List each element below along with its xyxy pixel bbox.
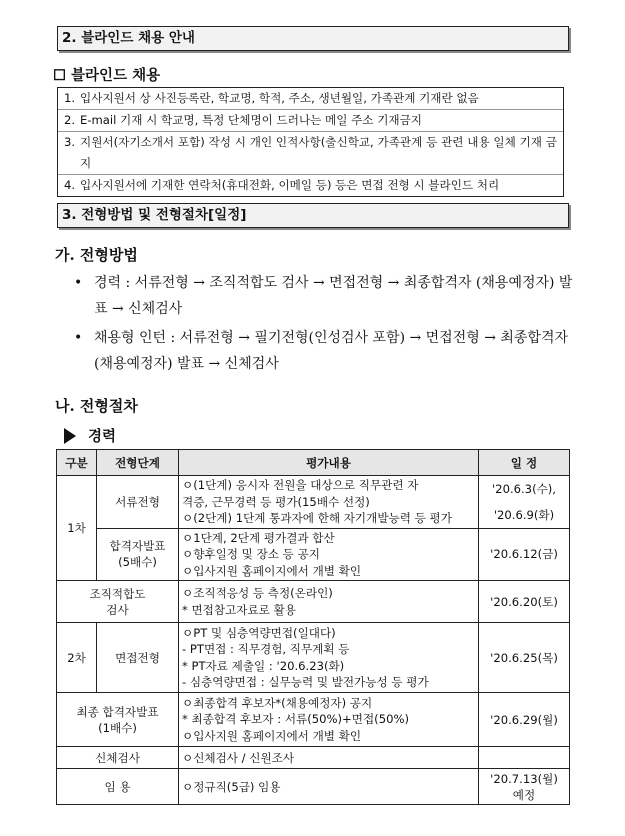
phase-cell: 2차 xyxy=(57,623,97,693)
stage-cell: 임 용 xyxy=(57,769,179,805)
phase-cell: 1차 xyxy=(57,476,97,581)
method-heading: 가. 전형방법 xyxy=(55,246,138,264)
bullet-text: 경력 : 서류전형 → 조직적합도 검사 → 면접전형 → 최종합격자 (채용예정자) 발표 → 신체검사 xyxy=(94,275,573,317)
schedule-cell: '20.6.20(토) xyxy=(479,581,570,623)
bullet-career xyxy=(74,270,574,322)
list-item: 2. E-mail 기재 시 학교명, 특정 단체명이 드러나는 메일 주소 기재금지 xyxy=(58,110,563,132)
table-row xyxy=(57,747,570,769)
eval-cell: ㅇ정규직(5급) 임용 xyxy=(179,769,479,805)
career-label: 경력 xyxy=(64,425,116,446)
schedule-cell xyxy=(479,747,570,769)
eval-cell: ㅇ(1단계) 응시자 전원을 대상으로 직무관련 자 격증, 근무경력 등 평가(15배수 선정) ㅇ(2단계) 1단계 통과자에 한해 자기개발능력 등 평가 xyxy=(179,476,479,529)
table-row xyxy=(57,476,570,529)
bullet-dot: • xyxy=(74,330,83,346)
stage-cell: 조직적합도 검사 xyxy=(57,581,179,623)
eval-cell: ㅇ1단계, 2단계 평가결과 합산 ㅇ향후일정 및 장소 등 공지 ㅇ입사지원 홈페이지에서 개별 확인 xyxy=(179,528,479,581)
eval-cell: ㅇ신체검사 / 신원조사 xyxy=(179,747,479,769)
bullet-dot: • xyxy=(74,275,83,291)
section-3-title: 3. 전형방법 및 전형절차[일정] xyxy=(57,203,569,228)
schedule-cell: '20.6.12(금) xyxy=(479,528,570,581)
stage-cell: 면접전형 xyxy=(97,623,179,693)
list-item: 1. 입사지원서 상 사진등록란, 학교명, 학적, 주소, 생년월일, 가족관계 기재란 없음 xyxy=(58,88,563,110)
procedure-heading: 나. 전형절차 xyxy=(55,397,138,415)
procedure-table xyxy=(56,449,570,805)
blind-hiring-list xyxy=(57,87,564,197)
stage-cell: 합격자발표 (5배수) xyxy=(97,528,179,581)
triangle-bullet-icon xyxy=(64,428,76,444)
table-row xyxy=(57,693,570,747)
bullet-text: 채용형 인턴 : 서류전형 → 필기전형(인성검사 포함) → 면접전형 → 최종합격자(채용예정자) 발표 → 신체검사 xyxy=(94,330,569,372)
schedule-cell: '20.6.25(목) xyxy=(479,623,570,693)
table-header-row xyxy=(57,450,570,476)
stage-cell: 신체검사 xyxy=(57,747,179,769)
header-cell: 전형단계 xyxy=(97,450,179,476)
eval-cell: ㅇ조직적응성 등 측정(온라인) * 면접참고자료로 활용 xyxy=(179,581,479,623)
eval-cell: ㅇ최종합격 후보자*(채용예정자) 공지 * 최종합격 후보자 : 서류(50%)+면접(50%) ㅇ입사지원 홈페이지에서 개별 확인 xyxy=(179,693,479,747)
list-item: 4. 입사지원서에 기재한 연락처(휴대전화, 이메일 등) 등은 면접 전형 시 블라인드 처리 xyxy=(64,178,500,192)
eval-cell: ㅇPT 및 심층역량면접(일대다) - PT면접 : 직무경험, 직무계획 등 * PT자료 제출일 : '20.6.23(화) - 심층역량면접 : 실무능력 및 발전가능성 등 평가 xyxy=(179,623,479,693)
header-cell: 평가내용 xyxy=(179,450,479,476)
header-cell: 일 정 xyxy=(479,450,570,476)
table-row xyxy=(57,528,570,581)
list-item: 3. 지원서(자기소개서 포함) 작성 시 개인 인적사항(출신학교, 가족관계 등 관련 내용 일체 기재 금지 xyxy=(58,132,563,175)
table-row xyxy=(57,623,570,693)
schedule-cell: '20.6.3(수), '20.6.9(화) xyxy=(479,476,570,529)
stage-cell: 서류전형 xyxy=(97,476,179,529)
schedule-cell: '20.6.29(월) xyxy=(479,693,570,747)
section-2-title: 2. 블라인드 채용 안내 xyxy=(57,26,569,51)
schedule-cell: '20.7.13(월) 예정 xyxy=(479,769,570,805)
stage-cell: 최종 합격자발표 (1배수) xyxy=(57,693,179,747)
blind-hiring-subtitle: ☐ 블라인드 채용 xyxy=(53,67,161,84)
bullet-intern xyxy=(74,325,574,377)
table-row xyxy=(57,581,570,623)
header-cell: 구분 xyxy=(57,450,97,476)
table-row xyxy=(57,769,570,805)
